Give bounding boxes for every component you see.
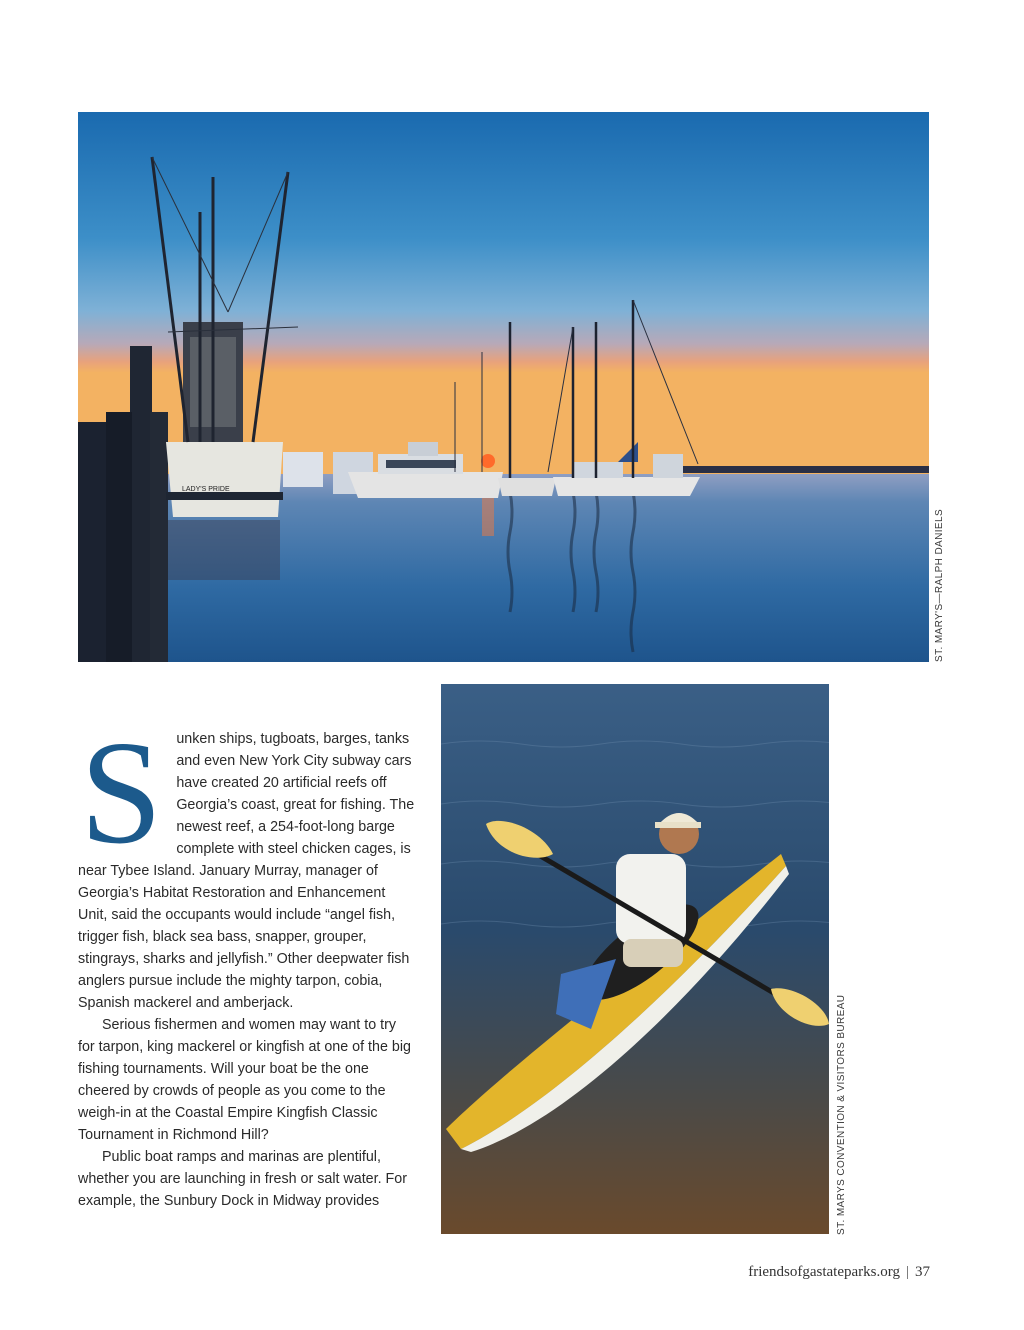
kayak-photo-credit: ST. MARYS CONVENTION & VISITORS BUREAU <box>836 994 847 1235</box>
article-paragraph-3: Public boat ramps and marinas are plentiful, whether you are launching in fresh or salt water. For example, the Sunbury Dock in Midway provides <box>78 1149 407 1209</box>
kayak-photo <box>441 684 829 1234</box>
harbor-sunset-illustration <box>78 112 929 662</box>
harbor-sunset-photo <box>78 112 929 662</box>
boat-name-text: LADY'S PRIDE <box>182 486 230 493</box>
kayak-illustration <box>441 684 829 1234</box>
footer-website-link[interactable]: friendsofgastateparks.org <box>748 1264 900 1280</box>
drop-cap: S <box>80 711 163 875</box>
harbor-photo-credit: ST. MARY'S—RALPH DANIELS <box>934 508 945 662</box>
page-number: 37 <box>915 1264 930 1280</box>
page-footer <box>748 1264 930 1281</box>
article-paragraph-2: Serious fishermen and women may want to try for tarpon, king mackerel or kingfish at one of the big fishing tournaments. Will your boat be the one cheered by crowds of people as you come to the weigh-in at the Coastal Empire Kingfish Classic Tournament in Richmond Hill? <box>78 1017 411 1143</box>
footer-separator: | <box>905 1264 909 1280</box>
paragraph-1-text: unken ships, tugboats, barges, tanks and even New York City subway cars have created 20 artificial reefs off Georgia’s coast, great for fishing. The newest reef, a 254-foot-long barge complete with steel chicken cages, is near Tybee Island. January Murray, manager of Georgia’s Habitat Restoration and Enhancement Unit, said the occupants would include “angel fish, trigger fish, black sea bass, snapper, grouper, stingrays, sharks and jellyfish.” Other deepwater fish anglers pursue include the mighty tarpon, cobia, Spanish mackerel and amberjack. <box>78 731 415 1011</box>
article-body <box>78 711 416 1212</box>
article-paragraph-1 <box>78 711 416 1014</box>
